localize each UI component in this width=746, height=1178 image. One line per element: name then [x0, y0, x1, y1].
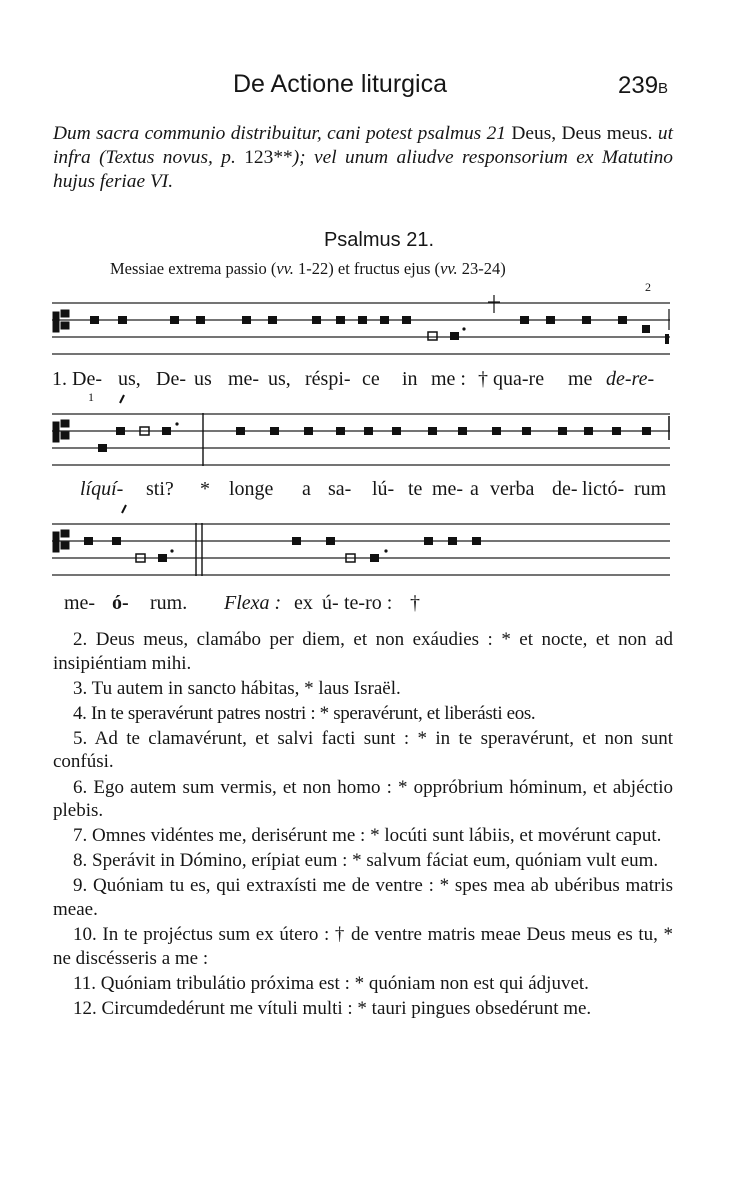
syllable: de-re-: [606, 368, 655, 390]
chant-lyrics-line-2: [0, 478, 746, 504]
verse: [53, 677, 673, 701]
subtitle-vv-2: vv.: [440, 259, 458, 278]
syllable: *: [200, 478, 210, 500]
verse: [53, 727, 673, 774]
verse: [53, 923, 673, 970]
staff-lines: [52, 303, 670, 575]
verse-number: 7.: [73, 825, 88, 847]
subtitle-vv-1: vv.: [276, 259, 294, 278]
rubric-italic-3: ); vel unum aliudve responsorium ex Matutino hujus feriae VI.: [53, 147, 674, 192]
syllable: ce: [362, 368, 380, 390]
neumes-line-3: [84, 523, 481, 576]
verse-number: 3.: [73, 677, 88, 699]
verse-number: 5.: [73, 727, 88, 749]
rubric-page-ref: 123**: [244, 147, 293, 168]
syllable: †: [410, 592, 420, 614]
subtitle-part-c: 23-24): [457, 259, 506, 278]
syllable: lictó-: [582, 478, 625, 500]
syllable: me :: [431, 368, 466, 390]
verse: [53, 997, 673, 1021]
syllable: longe: [229, 478, 274, 500]
verse: [53, 874, 673, 921]
psalm-title: Psalmus 21.: [323, 229, 435, 251]
syllable: me: [568, 368, 593, 390]
flexa-label: Flexa :: [224, 592, 282, 614]
rubric-incipit: Deus, Deus meus.: [511, 123, 653, 144]
verse-text: Quóniam tu es, qui extraxísti me de ventre : * spes mea ab ubéribus matris meae.: [53, 875, 674, 921]
syllable: sti?: [146, 478, 174, 500]
syllable: lú-: [372, 478, 395, 500]
syllable: verba: [490, 478, 535, 500]
verse: [53, 972, 673, 996]
verse-text: Ad te clamavérunt, et salvi facti sunt : * in te speravérunt, et non sunt confúsi.: [53, 727, 674, 773]
chant-lyrics-line-1: [0, 368, 746, 394]
syllable: De-: [156, 368, 186, 390]
psalm-verses: [53, 628, 673, 1022]
verse: [53, 849, 673, 873]
verse-text: Tu autem in sancto hábitas, * laus Israël.: [91, 677, 401, 699]
syllable: me-: [228, 368, 260, 390]
syllable: rum: [634, 478, 667, 500]
syllable: ú-: [322, 592, 339, 614]
verse-number: 12.: [73, 997, 97, 1019]
verse-text: Deus meus, clamábo per diem, et non exáudies : * et nocte, et non ad insipiéntiam mihi.: [53, 629, 673, 674]
verse-text: Quóniam tribulátio próxima est : * quóniam non est qui ádjuvet.: [100, 972, 589, 994]
syllable: 1. De-: [52, 368, 102, 390]
verse-number: 10.: [73, 924, 97, 946]
syllable: us,: [118, 368, 141, 390]
verse-number: 8.: [73, 850, 88, 872]
syllable: † qua-re: [478, 368, 545, 390]
syllable: réspi-: [305, 368, 351, 390]
syllable: ex: [294, 592, 313, 614]
syllable: me-: [64, 592, 96, 614]
syllable: a: [470, 478, 479, 500]
division-mark-2: 2: [645, 280, 651, 294]
syllable: us: [194, 368, 212, 390]
page-number-digits: 239: [618, 72, 659, 99]
chant-lyrics-line-3: [0, 592, 746, 618]
verse: [53, 776, 673, 823]
verse-text: Omnes vidéntes me, derisérunt me : * locúti sunt lábiis, et movérunt caput.: [92, 825, 662, 847]
page-number-suffix: B: [658, 80, 669, 97]
verse-text: In te projéctus sum ex útero : † de ventre matris meae Deus meus es tu, * ne discésseris a me :: [53, 924, 674, 969]
verse-text: In te speravérunt patres nostri : * speravérunt, et liberásti eos.: [90, 702, 536, 724]
syllable: in: [402, 368, 418, 390]
syllable: rum.: [150, 592, 188, 614]
subtitle-part-b: 1-22) et fructus ejus (: [293, 259, 441, 278]
division-mark-1: 1: [88, 390, 94, 404]
verse-number: 9.: [73, 875, 88, 897]
page-title: De Actione liturgica: [233, 70, 448, 98]
syllable: te-ro :: [344, 592, 393, 614]
verse-text: Circumdedérunt me vítuli multi : * tauri pingues obsedérunt me.: [101, 997, 592, 1019]
verse: [53, 702, 673, 726]
neumes-line-2: [98, 413, 669, 466]
verse-number: 11.: [73, 972, 97, 994]
syllable: sa-: [328, 478, 352, 500]
syllable: de-: [552, 478, 578, 500]
verse-number: 4.: [73, 702, 87, 724]
verse-number: 6.: [73, 776, 88, 798]
verse-text: Ego autem sum vermis, et non homo : * oppróbrium hóminum, et abjéctio plebis.: [53, 776, 673, 822]
syllable: me-: [432, 478, 464, 500]
syllable: ó-: [112, 592, 129, 614]
rubric-italic-2: ut infra (Textus novus, p.: [53, 123, 673, 168]
verse: [53, 824, 673, 848]
verse-text: Sperávit in Dómino, erípiat eum : * salvum fáciat eum, quóniam vult eum.: [92, 850, 659, 872]
rubric-italic-1: Dum sacra communio distribuitur, cani potest psalmus 21: [53, 123, 506, 144]
syllable: us,: [268, 368, 291, 390]
verse-number: 2.: [73, 629, 88, 650]
syllable: líquí-: [80, 478, 124, 500]
syllable: te: [408, 478, 423, 500]
verse: [53, 628, 673, 675]
subtitle-part-a: Messiae extrema passio (: [110, 259, 277, 278]
syllable: a: [302, 478, 311, 500]
